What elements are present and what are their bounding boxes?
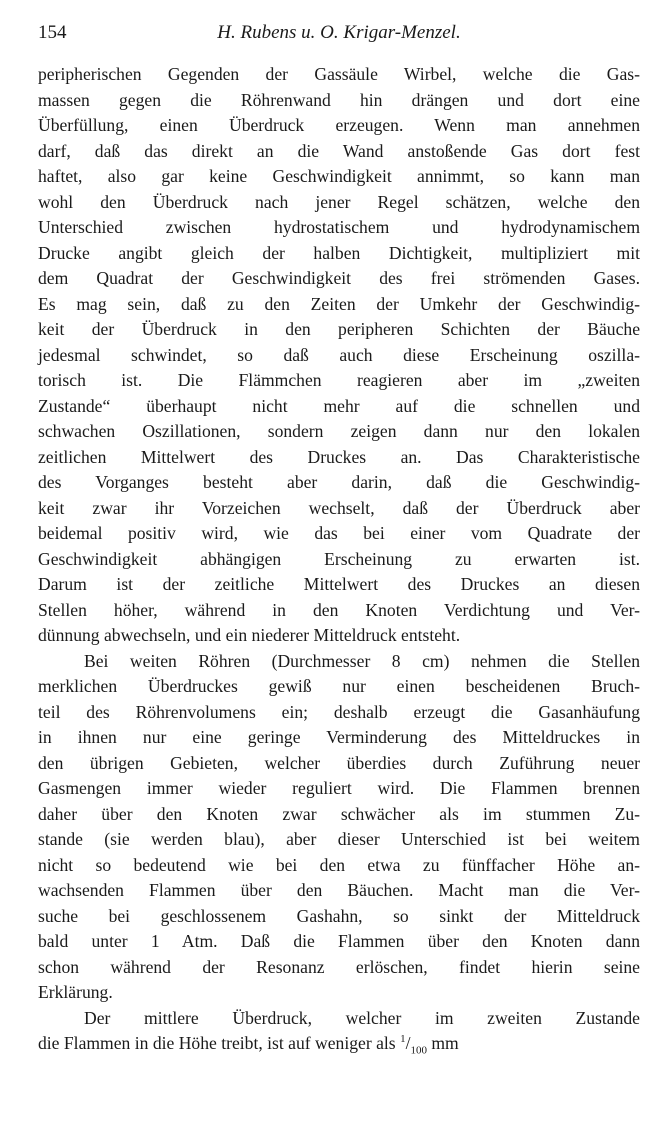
text-line: Stellen höher, während in den Knoten Verdichtung und Ver- xyxy=(38,599,640,620)
fraction: $^1/_{100}$ xyxy=(400,1033,427,1057)
text-line: bald unter 1 Atm. Daß die Flammen über den Knoten dann xyxy=(38,931,640,951)
text-line: peripherischen Gegenden der Gassäule Wirbel, welche die Gas- xyxy=(38,64,640,84)
paragraph xyxy=(38,649,640,1006)
text-line: Bei weiten Röhren (Durchmesser 8 cm) nehmen die Stellen xyxy=(84,650,640,671)
text-line: Darum ist der zeitliche Mittelwert des Druckes an diesen xyxy=(38,574,640,594)
text-line: beidemal positiv wird, wie das bei einer vom Quadrate der xyxy=(38,523,640,543)
text-line: nicht so bedeutend wie bei den etwa zu fünffacher Höhe an- xyxy=(38,854,640,875)
text-line: zeitlichen Mittelwert des Druckes an. Das Charakteristische xyxy=(38,446,640,467)
text-line: haftet, also gar keine Geschwindigkeit annimmt, so kann man xyxy=(38,166,640,186)
fraction-numerator: 1 xyxy=(400,1033,406,1046)
text-line: suche bei geschlossenem Gashahn, so sinkt der Mitteldruck xyxy=(38,905,640,926)
text-line: darf, daß das direkt an die Wand anstoßende Gas dort fest xyxy=(38,140,640,161)
unit: mm xyxy=(431,1033,459,1053)
text-line: keit zwar ihr Vorzeichen wechselt, daß der Überdruck aber xyxy=(38,497,640,518)
text-line: Der mittlere Überdruck, welcher im zweiten Zustande xyxy=(84,1007,640,1028)
text-line: wachsenden Flammen über den Bäuchen. Macht man die Ver- xyxy=(38,880,640,900)
text-line: jedesmal schwindet, so daß auch diese Erscheinung oszilla- xyxy=(38,344,640,365)
text-line: teil des Röhrenvolumens ein; deshalb erzeugt die Gasanhäufung xyxy=(38,701,640,722)
page-header xyxy=(38,18,640,48)
text-line: wohl den Überdruck nach jener Regel schätzen, welche den xyxy=(38,191,640,212)
text-line: schwachen Oszillationen, sondern zeigen dann nur den lokalen xyxy=(38,421,640,441)
text-line: Erklärung. xyxy=(38,982,113,1002)
text-line: Es mag sein, daß zu den Zeiten der Umkehr der Geschwindig- xyxy=(38,293,640,314)
page-number: 154 xyxy=(38,22,67,43)
text-line: Geschwindigkeit abhängigen Erscheinung zu erwarten ist. xyxy=(38,548,640,569)
text-line: Zustande“ überhaupt nicht mehr auf die schnellen und xyxy=(38,395,640,416)
text-line: stande (sie werden blau), aber dieser Unterschied ist bei weitem xyxy=(38,829,640,849)
paragraph xyxy=(38,1006,640,1057)
text-line: Unterschied zwischen hydrostatischem und hydrodynamischem xyxy=(38,217,640,237)
text-line: in ihnen nur eine geringe Verminderung des Mitteldruckes in xyxy=(38,727,640,747)
text-line: Überfüllung, einen Überdruck erzeugen. Wenn man annehmen xyxy=(38,115,640,135)
text-line: den übrigen Gebieten, welcher überdies durch Zuführung neuer xyxy=(38,752,640,773)
fraction-denominator: 100 xyxy=(410,1044,427,1057)
text-line: Gasmengen immer wieder reguliert wird. Die Flammen brennen xyxy=(38,778,640,798)
text-line: Drucke angibt gleich der halben Dichtigkeit, multipliziert mit xyxy=(38,242,640,263)
book-page xyxy=(38,18,640,1057)
text-line: dem Quadrat der Geschwindigkeit des frei strömenden Gases. xyxy=(38,268,640,288)
text-line: keit der Überdruck in den peripheren Schichten der Bäuche xyxy=(38,319,640,339)
text-line: des Vorganges besteht aber darin, daß die Geschwindig- xyxy=(38,472,640,492)
text-line: merklichen Überdruckes gewiß nur einen bescheidenen Bruch- xyxy=(38,676,640,696)
text-line: massen gegen die Röhrenwand hin drängen und dort eine xyxy=(38,89,640,110)
text-line: schon während der Resonanz erlöschen, findet hierin seine xyxy=(38,956,640,977)
text-line: dünnung abwechseln, und ein niederer Mitteldruck entsteht. xyxy=(38,625,461,645)
text-line: daher über den Knoten zwar schwächer als im stummen Zu- xyxy=(38,803,640,824)
paragraph xyxy=(38,62,640,649)
text-line: torisch ist. Die Flämmchen reagieren aber im „zweiten xyxy=(38,370,640,390)
body-text xyxy=(38,62,640,1057)
text-line: die Flammen in die Höhe treibt, ist auf weniger als $^1/_{100}$ mm xyxy=(38,1033,459,1057)
running-head: H. Rubens u. O. Krigar-Menzel. xyxy=(217,22,461,43)
